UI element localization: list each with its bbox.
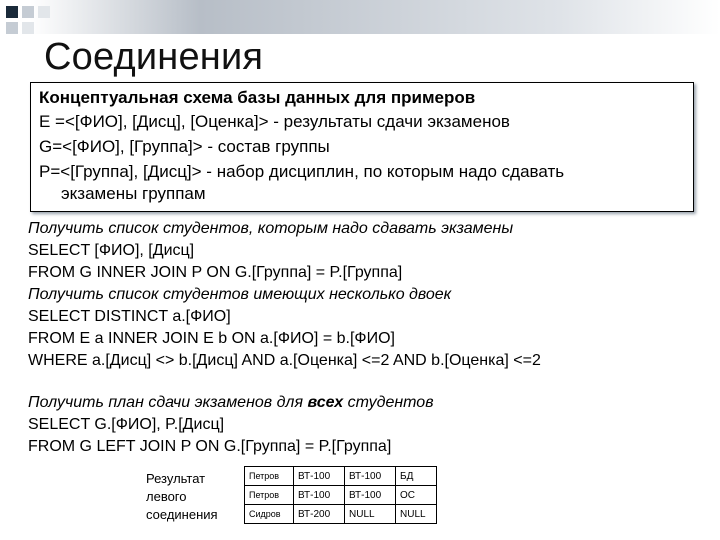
schema-line-p-cont: экзамены группам <box>61 184 206 203</box>
example-2-sql-line-3: WHERE a.[Дисц] <> b.[Дисц] AND a.[Оценка] <=2 AND b.[Оценка] <=2 <box>28 352 541 369</box>
schema-line-g: G=<[ФИО], [Группа]> - состав группы <box>39 137 330 156</box>
example-2-sql-line-2: FROM E a INNER JOIN E b ON a.[ФИО] = b.[ФИО] <box>28 330 395 347</box>
table-cell: ВТ-100 <box>345 486 396 505</box>
table-cell: Петров <box>245 486 294 505</box>
example-1-caption: Получить список студентов, которым надо сдавать экзамены <box>28 220 514 237</box>
example-3-caption-before: Получить план сдачи экзаменов для <box>28 394 308 411</box>
example-3-caption-bold: всех <box>307 394 344 411</box>
result-table <box>244 466 437 524</box>
table-cell: ВТ-200 <box>294 505 345 524</box>
result-label <box>146 470 236 524</box>
corner-square-light-3 <box>22 22 34 34</box>
schema-line-p: P=<[Группа], [Дисц]> - набор дисциплин, по которым надо сдавать <box>39 162 565 181</box>
table-row <box>245 505 437 524</box>
schema-line-e: E =<[ФИО], [Дисц], [Оценка]> - результаты сдачи экзаменов <box>39 112 510 131</box>
example-1-sql-line-2: FROM G INNER JOIN P ON G.[Группа] = P.[Группа] <box>28 264 403 281</box>
example-3-sql-line-2: FROM G LEFT JOIN P ON G.[Группа] = P.[Группа] <box>28 438 392 455</box>
example-3-sql-line-1: SELECT G.[ФИО], P.[Дисц] <box>28 416 225 433</box>
table-cell: Сидров <box>245 505 294 524</box>
example-1-sql-line-1: SELECT [ФИО], [Дисц] <box>28 242 195 259</box>
header-gradient-band <box>0 0 720 34</box>
table-cell: БД <box>396 467 437 486</box>
example-3-caption-after: студентов <box>343 394 434 411</box>
example-2-sql-line-1: SELECT DISTINCT a.[ФИО] <box>28 308 231 325</box>
table-cell: ОС <box>396 486 437 505</box>
corner-square-light-2 <box>6 22 18 34</box>
slide-title: Соединения <box>44 36 264 78</box>
corner-square-light-4 <box>38 6 50 18</box>
table-cell: ВТ-100 <box>294 467 345 486</box>
result-label-line-2: левого <box>146 489 187 504</box>
table-row <box>245 486 437 505</box>
example-3-caption <box>28 393 434 413</box>
schema-box <box>30 82 694 212</box>
table-cell: NULL <box>396 505 437 524</box>
result-label-line-3: соединения <box>146 507 218 522</box>
table-cell: ВТ-100 <box>294 486 345 505</box>
table-cell: Петров <box>245 467 294 486</box>
result-label-line-1: Результат <box>146 471 206 486</box>
corner-square-dark <box>6 6 18 18</box>
corner-square-light-1 <box>22 6 34 18</box>
schema-heading: Концептуальная схема базы данных для примеров <box>39 88 476 107</box>
table-row <box>245 467 437 486</box>
table-cell: NULL <box>345 505 396 524</box>
example-2-caption: Получить список студентов имеющих несколько двоек <box>28 286 452 303</box>
table-cell: ВТ-100 <box>345 467 396 486</box>
